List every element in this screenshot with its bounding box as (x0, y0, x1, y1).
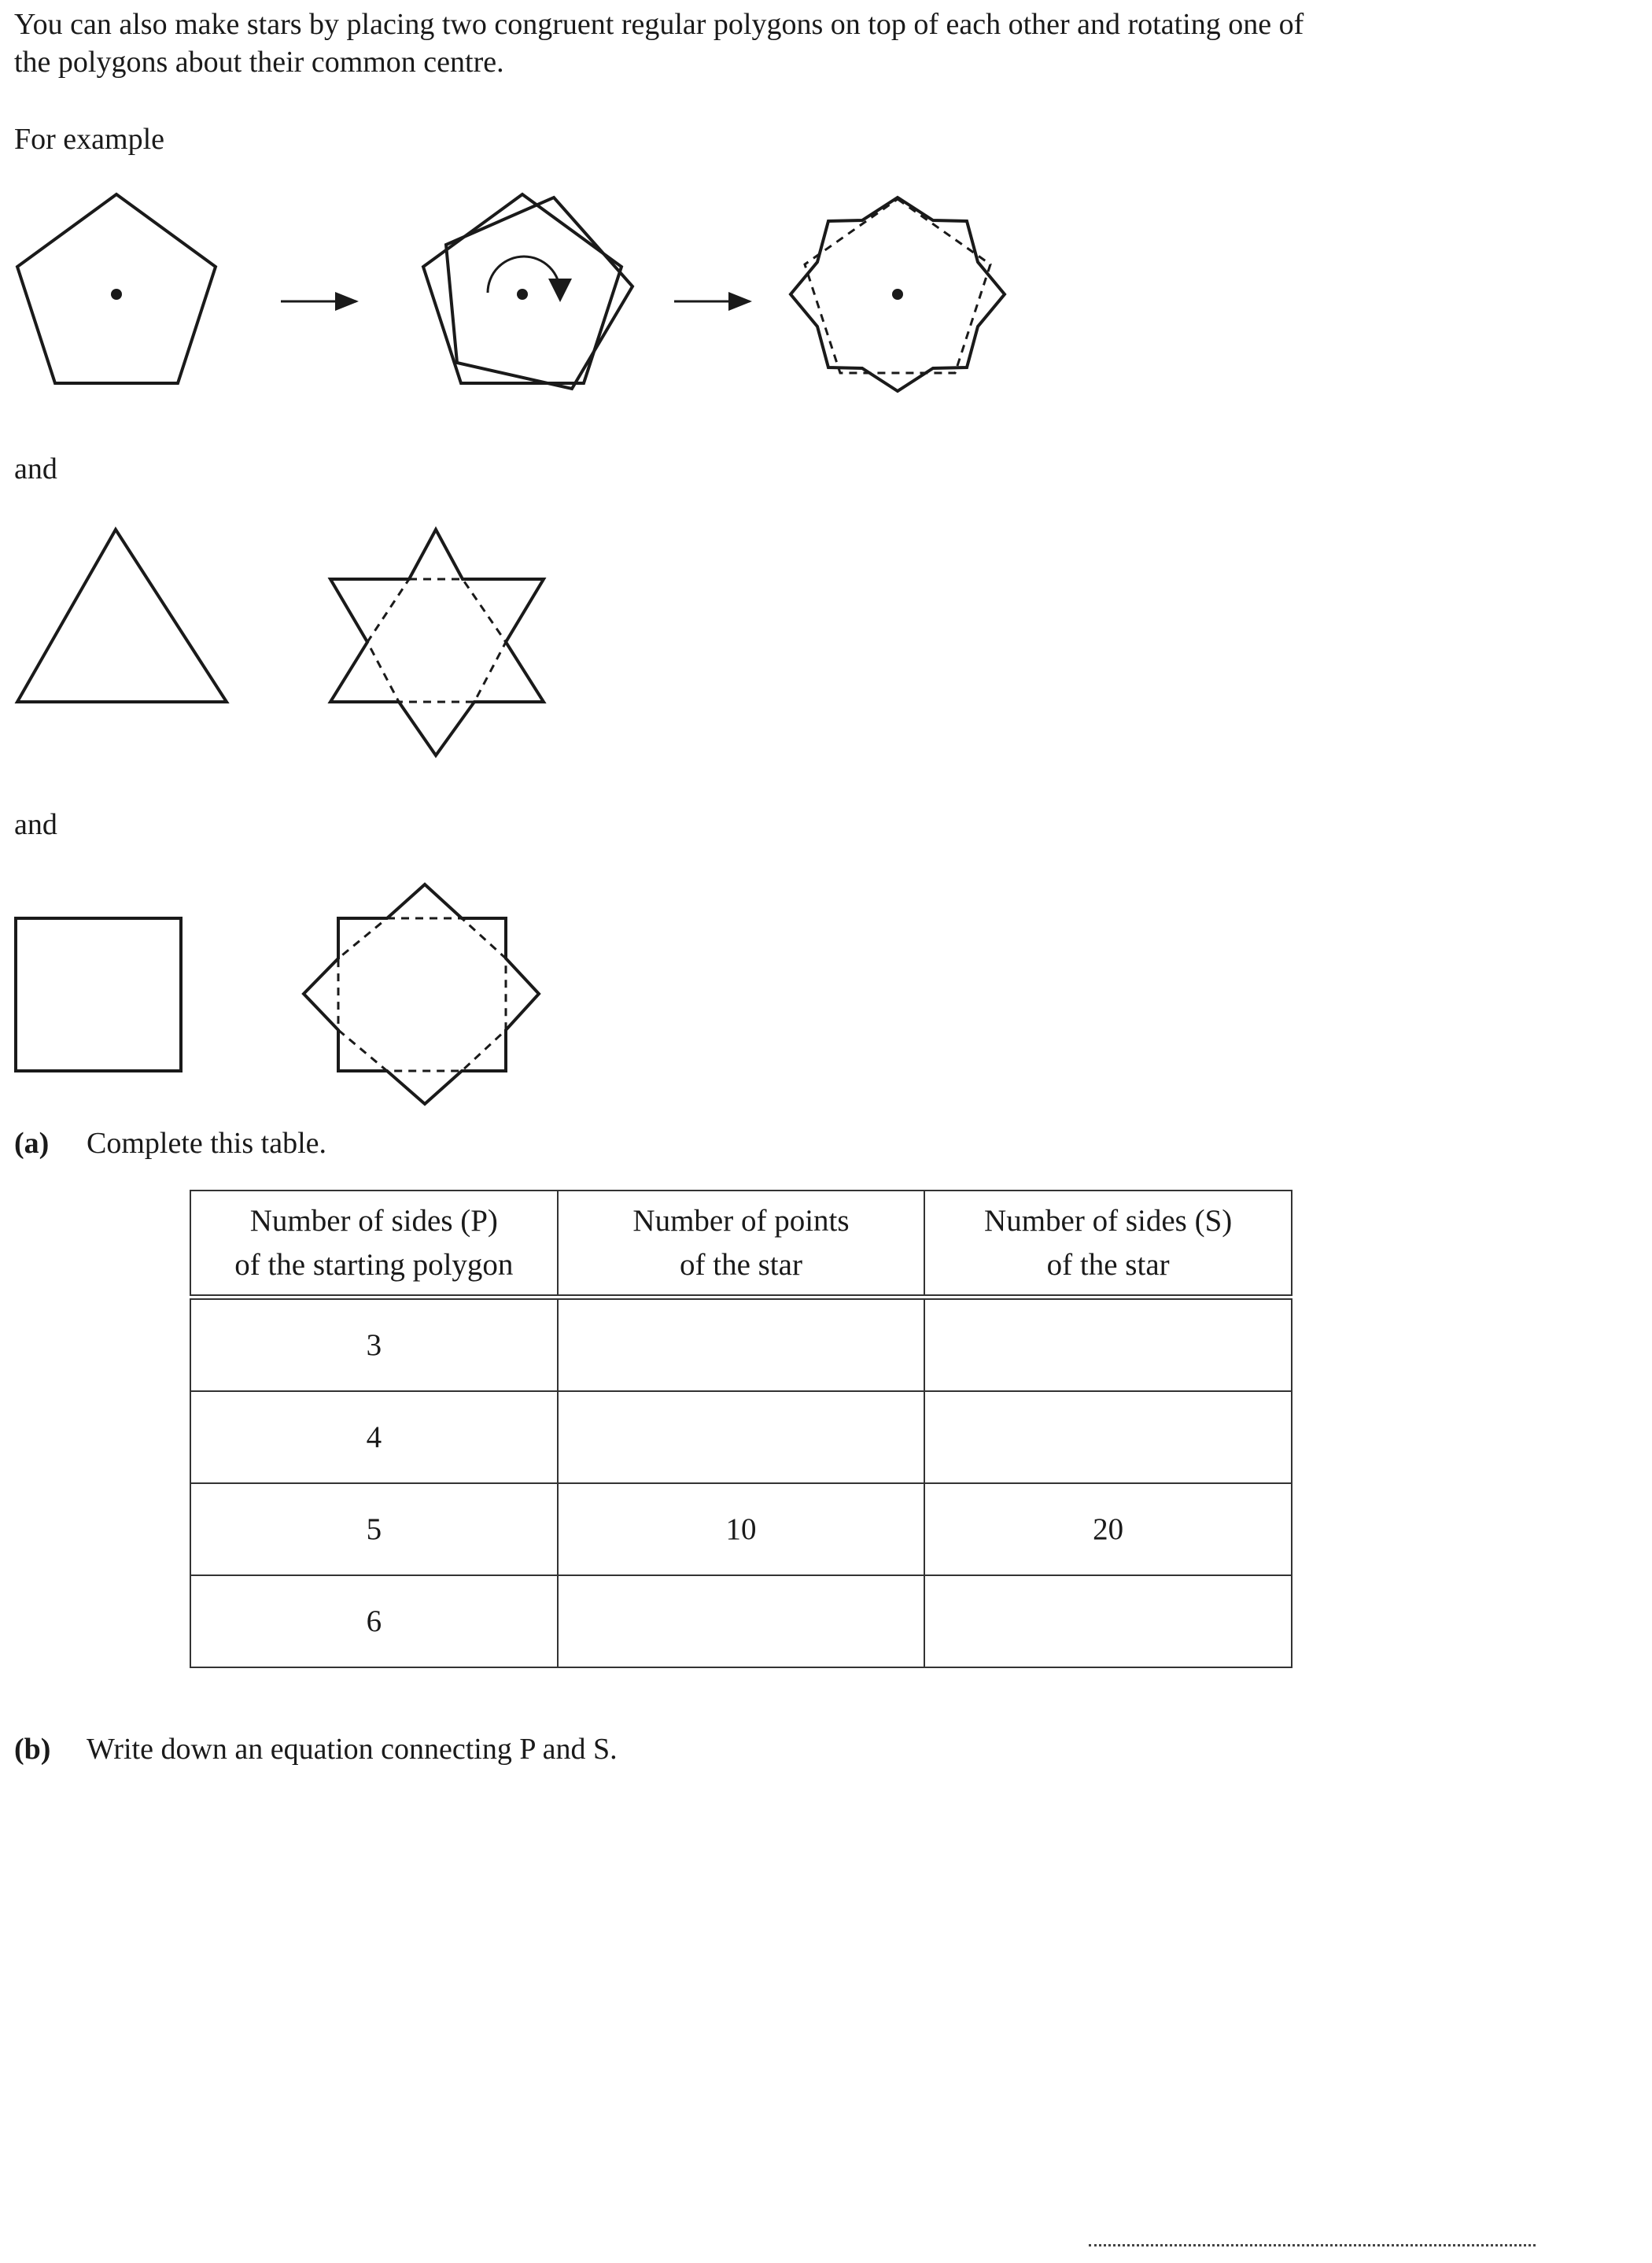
table-row (190, 1391, 1292, 1483)
rotation-arrow-icon (488, 257, 560, 293)
part-b-text: Write down an equation connecting P and S. (87, 1733, 618, 1766)
cell-p: 6 (190, 1575, 558, 1667)
header-points-line2: of the star (680, 1247, 802, 1282)
cell-p: 4 (190, 1391, 558, 1483)
cell-p: 3 (190, 1298, 558, 1392)
cell-points: 10 (558, 1483, 925, 1575)
table-row (190, 1575, 1292, 1667)
table-row (190, 1298, 1292, 1392)
header-sides-p-line2: of the starting polygon (234, 1247, 514, 1282)
star-table (190, 1190, 1292, 1668)
star-construction-figures (0, 0, 1652, 1117)
header-points-line1: Number of points (632, 1203, 850, 1238)
part-a-question (14, 1124, 326, 1163)
centre-dot-icon (111, 289, 122, 300)
header-sides-s (924, 1191, 1292, 1298)
cell-points[interactable] (558, 1575, 925, 1667)
part-a-text: Complete this table. (87, 1127, 327, 1160)
intro-line-2: the polygons about their common centre. (14, 46, 504, 79)
header-sides-p-line1: Number of sides (P) (249, 1203, 498, 1238)
cell-s[interactable] (924, 1391, 1292, 1483)
intro-line-1: You can also make stars by placing two congruent regular polygons on top of each other and rotating one of (14, 8, 1304, 41)
and-label-2: and (14, 808, 57, 841)
cell-p: 5 (190, 1483, 558, 1575)
answer-line[interactable] (1089, 2243, 1536, 2246)
triangle-shape (17, 530, 227, 702)
cell-points[interactable] (558, 1391, 925, 1483)
decagon-hidden-inner (805, 199, 990, 373)
and-label-1: and (14, 452, 57, 485)
table-row (190, 1483, 1292, 1575)
header-sides-s-line1: Number of sides (S) (984, 1203, 1233, 1238)
header-sides-s-line2: of the star (1046, 1247, 1170, 1282)
centre-dot-icon (517, 289, 528, 300)
octagon-hidden-inner (338, 918, 506, 1071)
hexagon-hidden-inner (367, 579, 506, 702)
cell-s: 20 (924, 1483, 1292, 1575)
cell-s[interactable] (924, 1298, 1292, 1392)
pentagon-rotated (446, 198, 632, 389)
header-points (558, 1191, 925, 1298)
table-header-row (190, 1191, 1292, 1298)
cell-s[interactable] (924, 1575, 1292, 1667)
square-shape (16, 918, 181, 1071)
part-b-question (14, 1730, 618, 1769)
cell-points[interactable] (558, 1298, 925, 1392)
example-label: For example (14, 123, 165, 156)
header-sides-p (190, 1191, 558, 1298)
part-b-label: (b) (14, 1733, 51, 1766)
centre-dot-icon (892, 289, 903, 300)
part-a-label: (a) (14, 1127, 50, 1160)
hexagram-star (330, 530, 544, 755)
